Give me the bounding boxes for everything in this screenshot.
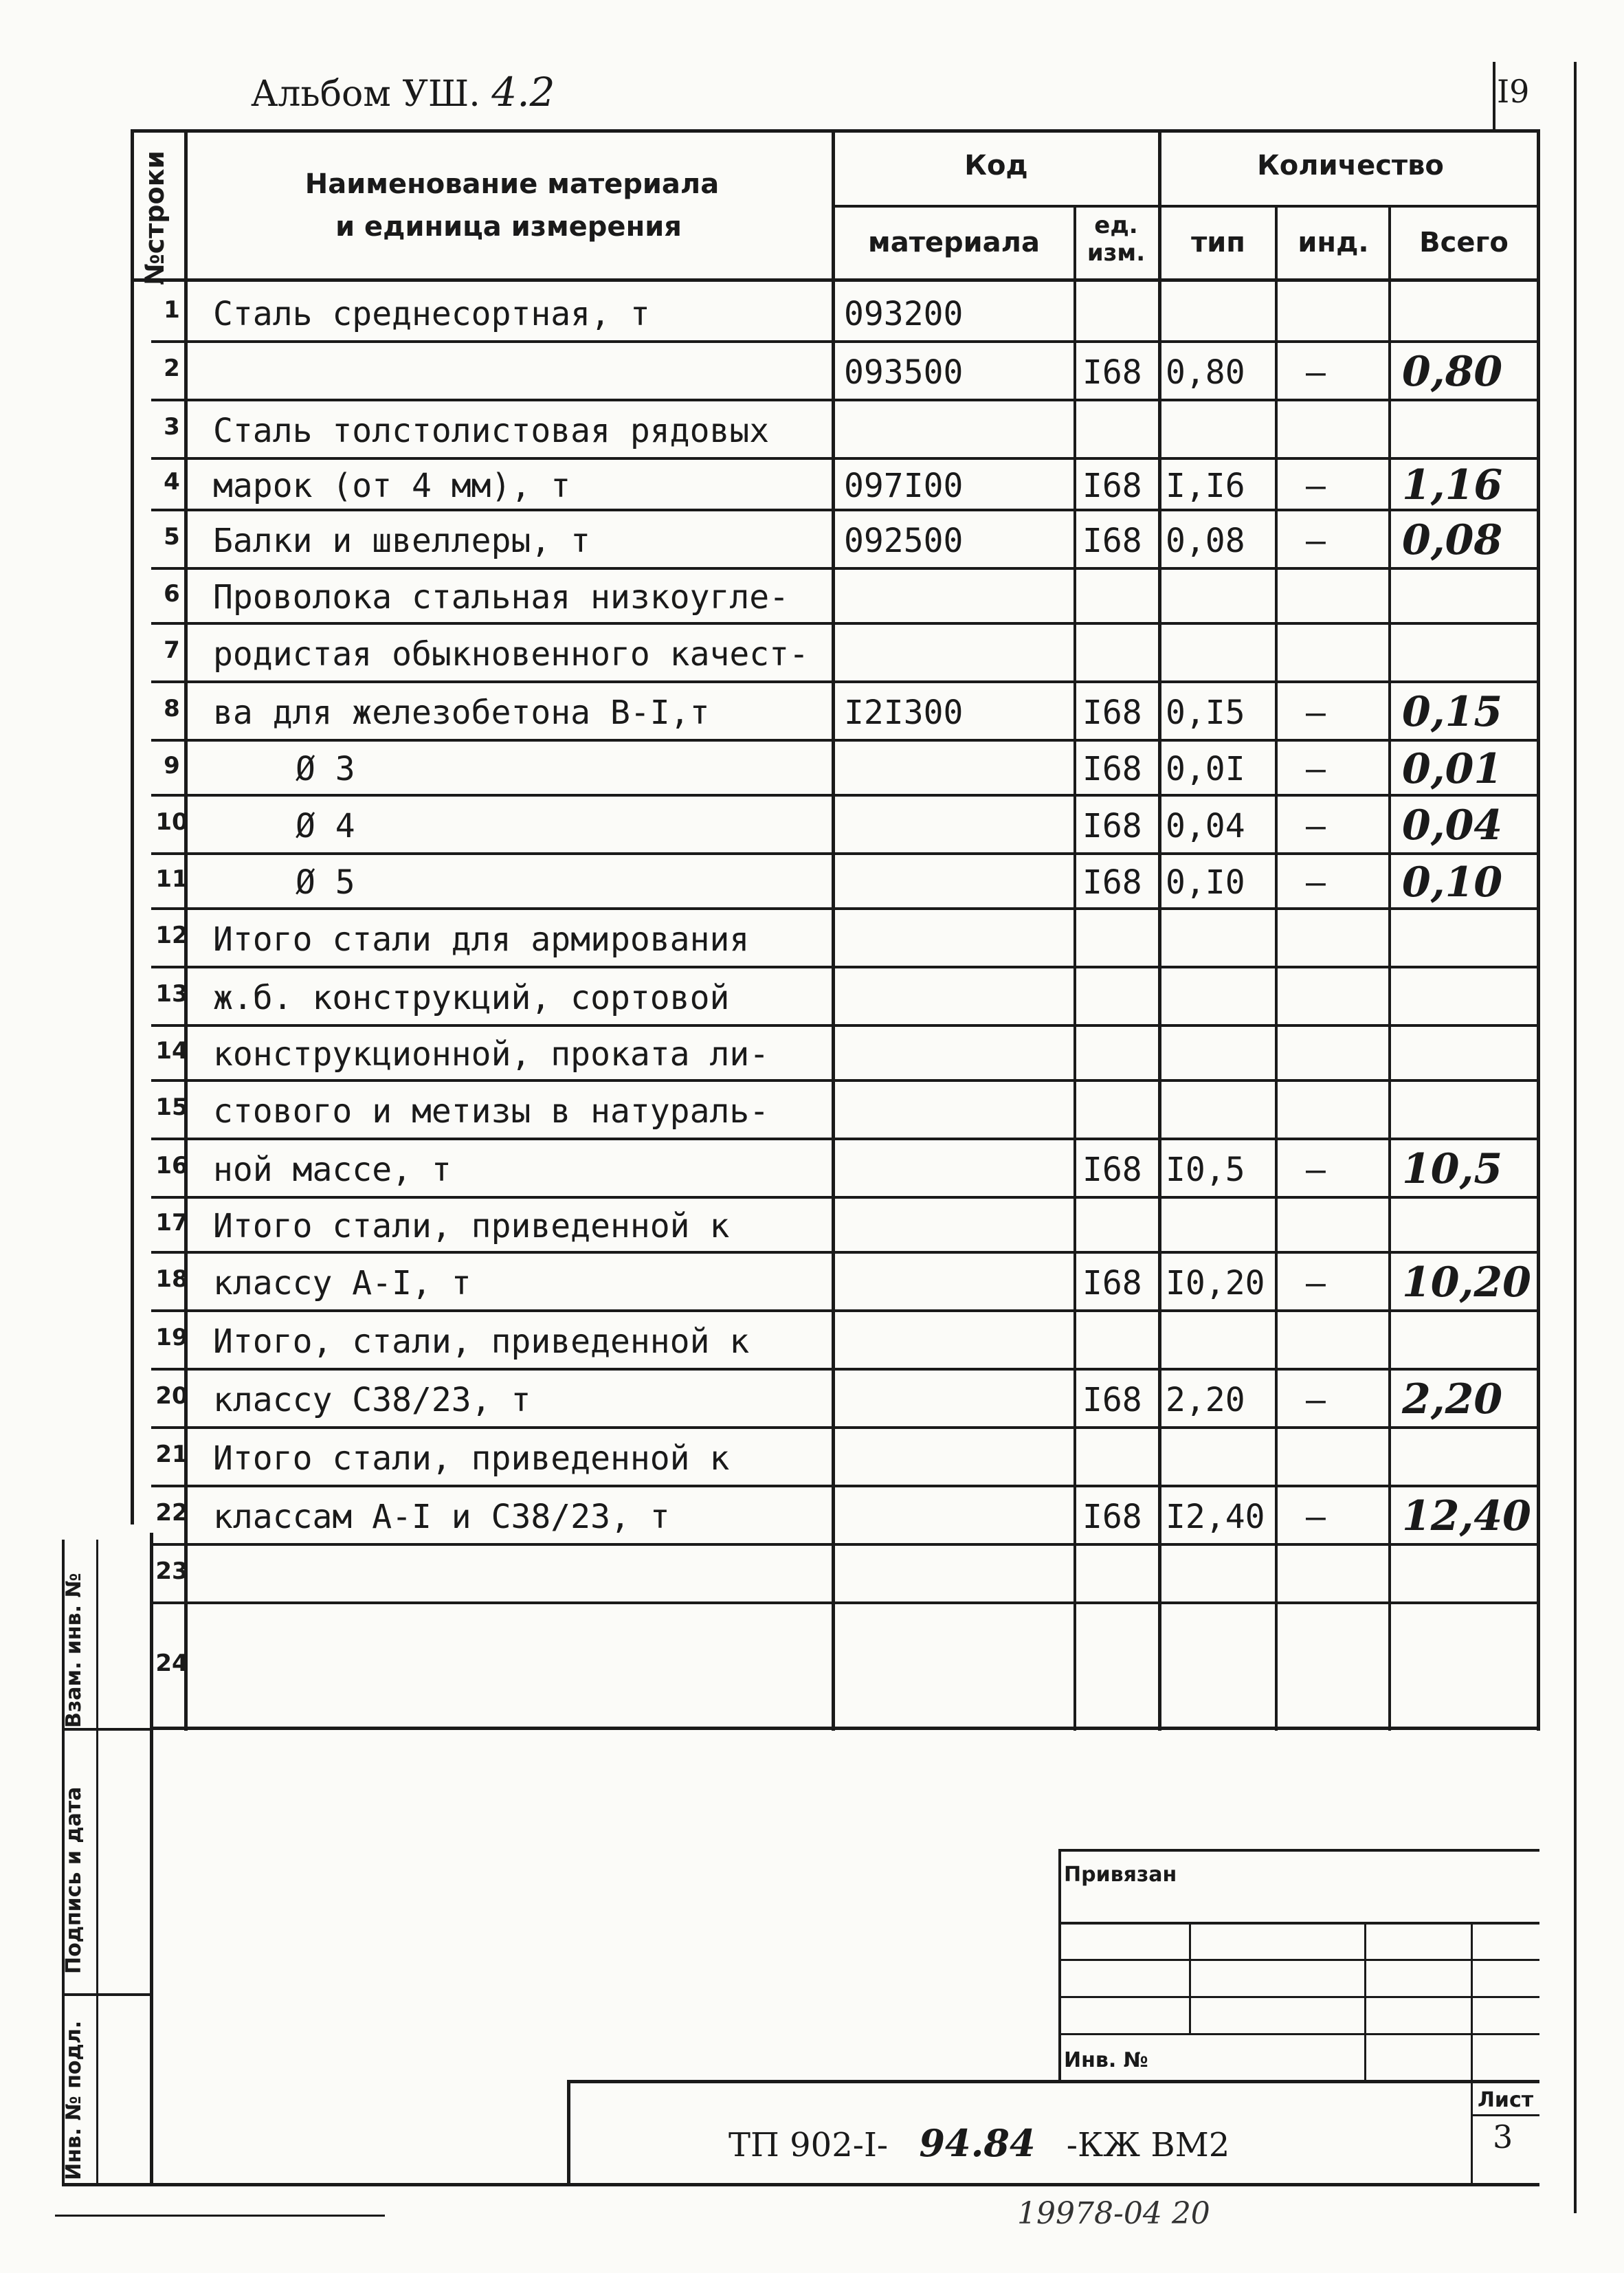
header-qty-type: тип bbox=[1191, 227, 1245, 258]
row-unit: I68 bbox=[1082, 353, 1142, 392]
row-separator bbox=[151, 907, 1538, 910]
row-ind: – bbox=[1306, 1380, 1326, 1419]
row-n: 12 bbox=[155, 922, 188, 950]
row-unit: I68 bbox=[1082, 806, 1142, 845]
tb-doc-prefix: ТП 902-I- bbox=[728, 2126, 889, 2164]
row-separator bbox=[151, 509, 1538, 511]
header-name-line2: и единица измерения bbox=[335, 211, 682, 243]
album-label bbox=[251, 69, 555, 115]
row-n: 10 bbox=[155, 808, 188, 836]
tb-doc-suffix: -КЖ ВМ2 bbox=[1066, 2126, 1230, 2164]
row-n: 20 bbox=[155, 1382, 188, 1410]
row-n: 13 bbox=[155, 980, 188, 1008]
row-ind: – bbox=[1306, 806, 1326, 845]
header-code: Код bbox=[964, 150, 1028, 181]
row-ind: – bbox=[1306, 693, 1326, 732]
row-n: 19 bbox=[155, 1324, 188, 1352]
row-code: 093200 bbox=[844, 294, 964, 333]
row-name: Проволока стальная низкоугле- bbox=[213, 578, 790, 617]
row-separator bbox=[151, 852, 1538, 855]
row-name: Ø 4 bbox=[296, 806, 355, 845]
vline-right bbox=[1537, 129, 1540, 1731]
tb-doc-handwritten: 94.84 bbox=[919, 2121, 1036, 2165]
row-name: ной массе, т bbox=[213, 1150, 452, 1189]
tb-col2 bbox=[1364, 1922, 1366, 2080]
row-separator bbox=[151, 1138, 1538, 1140]
vline-code bbox=[832, 129, 835, 1731]
row-total: 0,80 bbox=[1402, 348, 1503, 396]
row-type: 0,04 bbox=[1166, 806, 1245, 845]
tb-row3 bbox=[1058, 1996, 1539, 1998]
row-n: 11 bbox=[155, 865, 188, 893]
row-total: 12,40 bbox=[1402, 1492, 1531, 1540]
row-name: Итого, стали, приведенной к bbox=[213, 1322, 750, 1361]
header-row-number: №строки bbox=[140, 151, 170, 285]
row-unit: I68 bbox=[1082, 1497, 1142, 1536]
row-n: 14 bbox=[155, 1036, 188, 1065]
side-vzam-label: Взам. инв. № bbox=[62, 1573, 86, 1728]
row-separator bbox=[151, 1196, 1538, 1199]
row-name: марок (от 4 мм), т bbox=[213, 466, 571, 505]
tb-bottom bbox=[62, 2183, 1539, 2186]
row-separator bbox=[151, 1024, 1538, 1027]
row-separator bbox=[151, 966, 1538, 968]
row-n: 1 bbox=[164, 296, 180, 324]
row-unit: I68 bbox=[1082, 863, 1142, 902]
page-number: I9 bbox=[1497, 73, 1530, 110]
row-name: Итого стали для армирования bbox=[213, 920, 750, 959]
row-ind: – bbox=[1306, 1497, 1326, 1536]
row-separator bbox=[151, 457, 1538, 460]
row-type: I,I6 bbox=[1166, 466, 1245, 505]
footer-line bbox=[55, 2215, 385, 2217]
row-type: 0,80 bbox=[1166, 353, 1245, 392]
row-separator bbox=[151, 622, 1538, 625]
header-quantity: Количество bbox=[1257, 150, 1444, 181]
row-separator bbox=[151, 399, 1538, 401]
side-inv-podl-label: Инв. № подл. bbox=[62, 2020, 86, 2180]
row-type: 2,20 bbox=[1166, 1380, 1245, 1419]
row-name: классу А-I, т bbox=[213, 1263, 471, 1302]
row-type: 0,0I bbox=[1166, 750, 1245, 788]
table-header-bottom bbox=[131, 278, 1539, 282]
row-separator bbox=[151, 1601, 1538, 1604]
row-separator bbox=[151, 739, 1538, 742]
tb-col3 bbox=[1471, 1922, 1473, 2183]
tb-main-top bbox=[567, 2080, 1539, 2083]
row-n: 2 bbox=[164, 355, 180, 383]
row-unit: I68 bbox=[1082, 1380, 1142, 1419]
side-divider-1 bbox=[62, 1728, 151, 1731]
header-name-line1: Наименование материала bbox=[304, 168, 720, 200]
row-ind: – bbox=[1306, 353, 1326, 392]
row-name: Ø 3 bbox=[296, 750, 355, 788]
frame-right-border bbox=[1493, 62, 1495, 131]
row-name: Итого стали, приведенной к bbox=[213, 1207, 730, 1245]
row-type: I0,20 bbox=[1166, 1263, 1265, 1302]
tb-col1 bbox=[1189, 1922, 1191, 2035]
tb-privyazan: Привязан bbox=[1064, 1863, 1177, 1887]
row-unit: I68 bbox=[1082, 750, 1142, 788]
header-qty-total: Всего bbox=[1419, 227, 1509, 258]
row-total: 0,15 bbox=[1402, 688, 1503, 736]
table-bottom bbox=[151, 1727, 1539, 1730]
row-n: 4 bbox=[164, 468, 180, 496]
row-n: 9 bbox=[164, 751, 180, 779]
tb-main-left bbox=[567, 2080, 570, 2186]
row-name: стового и метизы в натураль- bbox=[213, 1091, 770, 1131]
row-name: классам А-I и С38/23, т bbox=[213, 1497, 670, 1536]
vline-left bbox=[131, 129, 134, 1524]
row-n: 21 bbox=[155, 1441, 188, 1469]
tb-sheet-divider bbox=[1471, 2114, 1539, 2116]
header-mid-line bbox=[832, 205, 1539, 208]
side-divider-2 bbox=[62, 1993, 151, 1996]
album-label-text: Альбом УШ. bbox=[251, 74, 480, 115]
row-ind: – bbox=[1306, 1263, 1326, 1302]
header-qty-ind: инд. bbox=[1298, 227, 1369, 258]
vline-unit bbox=[1074, 206, 1076, 1731]
row-separator bbox=[151, 1485, 1538, 1487]
tb-sheet-number: 3 bbox=[1493, 2118, 1513, 2155]
row-n: 6 bbox=[164, 579, 180, 608]
row-separator bbox=[151, 1079, 1538, 1082]
tb-row4 bbox=[1058, 2033, 1539, 2035]
row-separator bbox=[151, 1309, 1538, 1312]
row-name: ва для железобетона В-I,т bbox=[213, 693, 710, 732]
row-n: 24 bbox=[155, 1649, 188, 1677]
row-type: I2,40 bbox=[1166, 1497, 1265, 1536]
row-n: 8 bbox=[164, 695, 180, 723]
row-name: родистая обыкновенного качест- bbox=[213, 634, 809, 674]
vline-total bbox=[1388, 206, 1391, 1731]
row-n: 7 bbox=[164, 636, 180, 665]
row-n: 22 bbox=[155, 1499, 188, 1527]
row-total: 10,5 bbox=[1402, 1145, 1503, 1193]
row-code: 093500 bbox=[844, 353, 964, 392]
row-unit: I68 bbox=[1082, 466, 1142, 505]
footer-number: 19978-04 20 bbox=[1017, 2196, 1210, 2231]
row-total: 2,20 bbox=[1402, 1375, 1503, 1423]
row-code: 097I00 bbox=[844, 466, 964, 505]
row-total: 0,08 bbox=[1402, 516, 1503, 564]
row-ind: – bbox=[1306, 466, 1326, 505]
row-total: 1,16 bbox=[1402, 461, 1503, 509]
tb-inv-no: Инв. № bbox=[1064, 2048, 1148, 2072]
row-name: конструкционной, проката ли- bbox=[213, 1035, 770, 1074]
row-unit: I68 bbox=[1082, 1263, 1142, 1302]
row-type: 0,I0 bbox=[1166, 863, 1245, 902]
side-sign-date-label: Подпись и дата bbox=[62, 1786, 86, 1974]
row-unit: I68 bbox=[1082, 1150, 1142, 1189]
album-number: 4.2 bbox=[491, 69, 555, 115]
tb-left bbox=[1058, 1849, 1061, 2083]
frame-outer-right bbox=[1574, 62, 1577, 2213]
row-ind: – bbox=[1306, 521, 1326, 560]
row-total: 0,10 bbox=[1402, 858, 1503, 907]
row-separator bbox=[151, 794, 1538, 797]
row-name: Сталь среднесортная, т bbox=[213, 294, 650, 333]
row-n: 23 bbox=[155, 1557, 188, 1586]
row-ind: – bbox=[1306, 1150, 1326, 1189]
row-n: 16 bbox=[155, 1152, 188, 1180]
header-code-material: материала bbox=[868, 227, 1040, 258]
row-separator bbox=[151, 1251, 1538, 1254]
row-code: 092500 bbox=[844, 521, 964, 560]
row-n: 5 bbox=[164, 523, 180, 551]
row-name: Балки и швеллеры, т bbox=[213, 521, 591, 560]
vline-ind bbox=[1275, 206, 1278, 1731]
row-separator bbox=[151, 1426, 1538, 1429]
row-unit: I68 bbox=[1082, 693, 1142, 732]
row-name: классу С38/23, т bbox=[213, 1380, 531, 1419]
row-separator bbox=[151, 340, 1538, 343]
vline-type bbox=[1158, 129, 1161, 1731]
row-total: 0,04 bbox=[1402, 801, 1503, 850]
row-n: 18 bbox=[155, 1265, 188, 1294]
tb-row2 bbox=[1058, 1959, 1539, 1961]
row-name: Сталь толстолистовая рядовых bbox=[213, 411, 770, 450]
tb-sheet-label: Лист bbox=[1478, 2088, 1534, 2112]
table-top bbox=[131, 129, 1539, 133]
row-name: Ø 5 bbox=[296, 863, 355, 902]
row-separator bbox=[151, 680, 1538, 683]
row-name: Итого стали, приведенной к bbox=[213, 1439, 730, 1478]
tb-row1 bbox=[1058, 1922, 1539, 1925]
row-total: 10,20 bbox=[1402, 1259, 1531, 1307]
row-n: 17 bbox=[155, 1208, 188, 1237]
header-code-unit: ед. изм. bbox=[1087, 212, 1146, 267]
side-stamp-right bbox=[150, 1533, 153, 2186]
row-ind: – bbox=[1306, 750, 1326, 788]
row-separator bbox=[151, 1368, 1538, 1371]
row-total: 0,01 bbox=[1402, 744, 1503, 793]
tb-top bbox=[1058, 1849, 1539, 1852]
row-ind: – bbox=[1306, 863, 1326, 902]
side-inner-col bbox=[96, 1540, 98, 2186]
row-type: I0,5 bbox=[1166, 1150, 1245, 1189]
row-type: 0,08 bbox=[1166, 521, 1245, 560]
row-unit: I68 bbox=[1082, 521, 1142, 560]
row-n: 15 bbox=[155, 1094, 188, 1122]
tb-doc-code bbox=[728, 2121, 1230, 2165]
row-type: 0,I5 bbox=[1166, 693, 1245, 732]
row-separator bbox=[151, 1543, 1538, 1546]
row-code: I2I300 bbox=[844, 693, 964, 732]
row-separator bbox=[151, 567, 1538, 570]
row-n: 3 bbox=[164, 413, 180, 441]
row-name: ж.б. конструкций, сортовой bbox=[213, 978, 730, 1017]
